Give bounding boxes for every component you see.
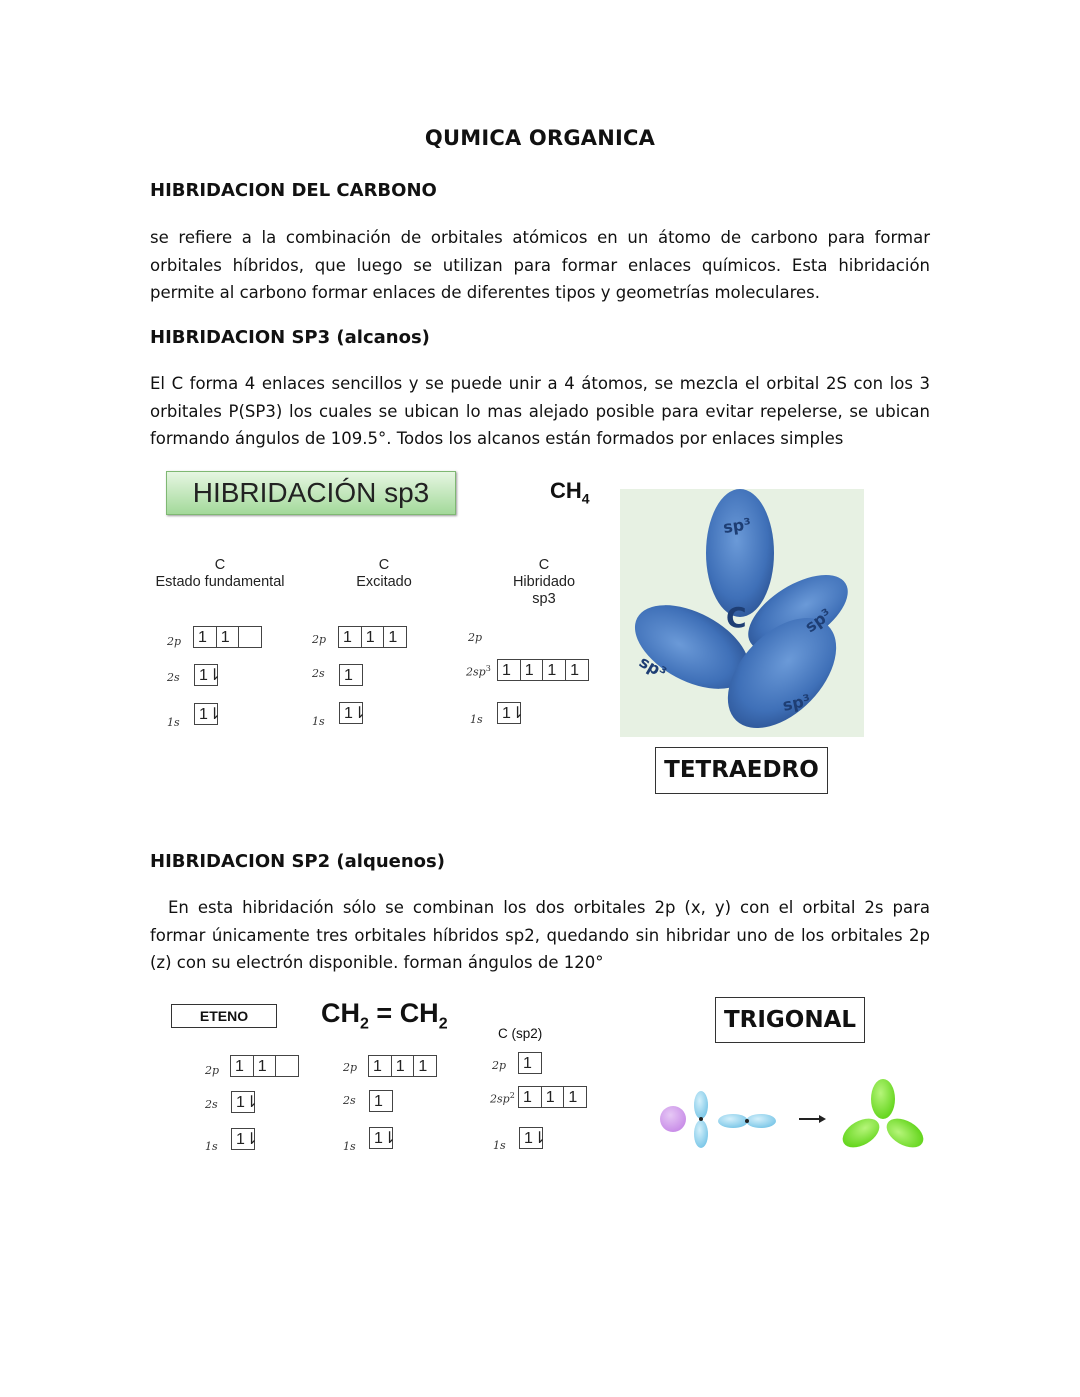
sp2-hybrid-1s-boxes — [519, 1127, 547, 1149]
p-orbital-icon — [718, 1114, 748, 1128]
orbital-box: 1⇂ — [497, 702, 521, 724]
orbital-box: 1 — [338, 626, 362, 648]
label-2p: 2p — [312, 633, 327, 646]
col-head-excited: C Excitado — [356, 557, 412, 590]
orbital-box: 1 — [361, 626, 385, 648]
carbon-label: C — [726, 601, 747, 634]
label-1s: 1s — [470, 713, 483, 726]
label-1s: 1s — [493, 1139, 506, 1152]
label-2s: 2s — [167, 671, 180, 684]
hybrid-sp3-boxes — [497, 659, 588, 681]
section-text-sp3: El C forma 4 enlaces sencillos y se puede unir a 4 átomos, se mezcla el orbital 2S con los 3 orbitales P(SP3) los cuales se ubican lo mas alejado posible para evitar repelerse, se ubican formando ángulos de 109.5°. Todos los alcanos están formados por enlaces simples — [150, 374, 930, 448]
label-2p: 2p — [205, 1064, 220, 1077]
orbital-box — [275, 1055, 299, 1077]
label-2p: 2p — [492, 1059, 507, 1072]
ground-2s-boxes — [194, 664, 222, 686]
col-head-ground: C Estado fundamental — [155, 557, 285, 590]
sp2-orbital-icon — [882, 1113, 925, 1154]
label-1s: 1s — [312, 715, 325, 728]
orbital-box — [238, 626, 262, 648]
section-heading-hibridacion: HIBRIDACION DEL CARBONO — [150, 180, 437, 201]
sp2-orbital-icon — [871, 1079, 895, 1119]
sp3-lobe-top — [706, 489, 774, 617]
eteno-label: ETENO — [171, 1004, 277, 1028]
orbital-box: 1⇂ — [194, 664, 218, 686]
sp3-orbital-illustration — [620, 489, 864, 737]
orbital-box: 1 — [253, 1055, 277, 1077]
label-2p: 2p — [167, 635, 182, 648]
orbital-box: 1 — [216, 626, 240, 648]
sp2-orbital-illustration — [655, 1075, 925, 1155]
orbital-box: 1 — [518, 1052, 542, 1074]
orbital-box: 1 — [230, 1055, 254, 1077]
orbital-box: 1⇂ — [339, 702, 363, 724]
sp2-hybrid-sp2-boxes — [518, 1086, 586, 1108]
label-2s: 2s — [205, 1098, 218, 1111]
orbital-box: 1⇂ — [231, 1091, 255, 1113]
col-head-hybrid: C Hibridado sp3 — [512, 557, 576, 607]
section-text-hibridacion: se refiere a la combinación de orbitales atómicos en un átomo de carbono para formar orbitales híbridos, que luego se utilizan para formar enlaces químicos. Esta hibridación permite al carbono formar enlaces de diferentes tipos y geometrías moleculares. — [150, 228, 930, 302]
sp2-ground-2p-boxes — [230, 1055, 298, 1077]
excited-1s-boxes — [339, 702, 367, 724]
label-2p: 2p — [343, 1061, 358, 1074]
orbital-box: 1 — [368, 1055, 392, 1077]
label-1s: 1s — [205, 1140, 218, 1153]
ethene-formula: $CH_2 = CH_2$ — [321, 998, 448, 1033]
orbital-box: 1 — [541, 1086, 565, 1108]
trigonal-label: TRIGONAL — [715, 997, 865, 1043]
sp2-excited-2s-boxes — [369, 1090, 392, 1112]
sp2-ground-1s-boxes — [231, 1128, 259, 1150]
orbital-box: 1 — [193, 626, 217, 648]
orbital-box: 1⇂ — [194, 703, 218, 725]
orbital-box: 1 — [383, 626, 407, 648]
sp3-banner: HIBRIDACIÓN sp3 — [166, 471, 456, 515]
label-2s: 2s — [312, 667, 325, 680]
col-head-sp2: C (sp2) — [498, 1026, 543, 1041]
p-orbital-icon — [694, 1091, 708, 1119]
orbital-box: 1 — [369, 1090, 393, 1112]
excited-2s-boxes — [339, 664, 362, 686]
arrow-head-icon — [819, 1115, 826, 1123]
sp2-orbital-icon — [838, 1113, 885, 1154]
label-2sp2: $2sp^2$ — [490, 1091, 515, 1106]
label-2sp3: $2sp^3$ — [466, 664, 491, 679]
label-1s: 1s — [167, 716, 180, 729]
orbital-box: 1⇂ — [369, 1127, 393, 1149]
orbital-box: 1 — [339, 664, 363, 686]
label-2p: 2p — [468, 631, 483, 644]
s-orbital-icon — [660, 1106, 686, 1132]
sp2-excited-1s-boxes — [369, 1127, 397, 1149]
section-text-sp2: En esta hibridación sólo se combinan los dos orbitales 2p (x, y) con el orbital 2s para formar únicamente tres orbitales híbridos sp2, quedando sin hibridar uno de los orbitales 2p (z) con su electrón disponible. forman ángulos de 120° — [150, 898, 930, 972]
section-heading-sp3: HIBRIDACION SP3 (alcanos) — [150, 327, 430, 348]
sp2-hybrid-2p-boxes — [518, 1052, 541, 1074]
page-title: QUMICA ORGANICA — [424, 126, 656, 150]
lobe-label: sp³ — [636, 652, 670, 683]
lobe-label: sp³ — [801, 604, 836, 637]
sp2-excited-2p-boxes — [368, 1055, 436, 1077]
sp2-ground-2s-boxes — [231, 1091, 259, 1113]
orbital-box: 1 — [497, 659, 521, 681]
orbital-box: 1 — [563, 1086, 587, 1108]
orbital-box: 1 — [413, 1055, 437, 1077]
label-1s: 1s — [343, 1140, 356, 1153]
ground-2p-boxes — [193, 626, 261, 648]
section-heading-sp2: HIBRIDACION SP2 (alquenos) — [150, 851, 445, 872]
p-orbital-icon — [746, 1114, 776, 1128]
ground-1s-boxes — [194, 703, 222, 725]
orbital-box: 1 — [542, 659, 566, 681]
lobe-label: sp³ — [721, 514, 753, 537]
orbital-box: 1 — [518, 1086, 542, 1108]
orbital-box: 1 — [520, 659, 544, 681]
tetraedro-label: TETRAEDRO — [655, 747, 828, 794]
ch4-formula: $CH_4$ — [550, 478, 590, 507]
orbital-box: 1 — [565, 659, 589, 681]
lobe-label: sp³ — [780, 690, 813, 715]
label-2s: 2s — [343, 1094, 356, 1107]
excited-2p-boxes — [338, 626, 406, 648]
p-orbital-icon — [694, 1120, 708, 1148]
orbital-box: 1 — [391, 1055, 415, 1077]
hybrid-1s-boxes — [497, 702, 525, 724]
orbital-box: 1⇂ — [231, 1128, 255, 1150]
orbital-box: 1⇂ — [519, 1127, 543, 1149]
